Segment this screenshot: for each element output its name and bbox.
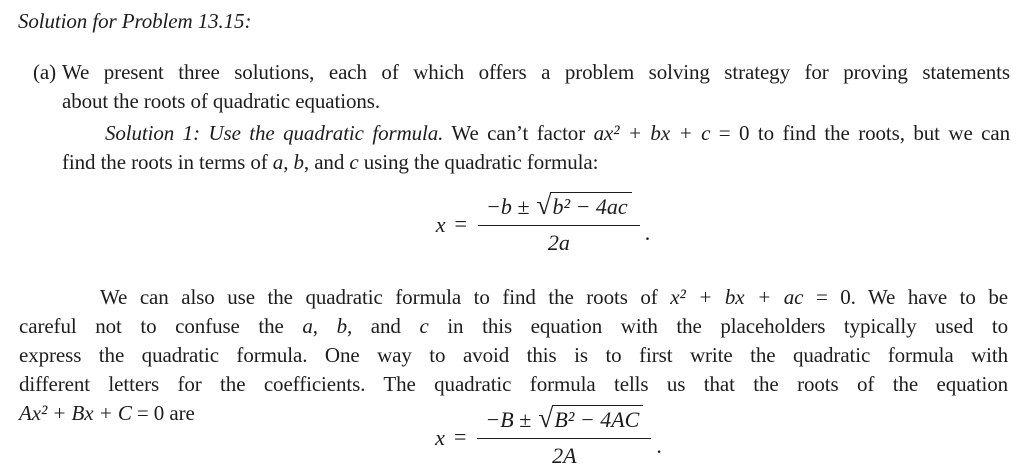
text-line: different letters for the coefficients. The quadratic formula tells us that the roots of the equation <box>19 371 1008 396</box>
text-segment: We can’t factor <box>443 121 594 145</box>
text-segment: = 0. We have to be <box>803 284 1009 309</box>
math-inline-quadratic: ax² + bx + c <box>593 121 711 145</box>
denominator-2a: 2a <box>547 230 570 256</box>
text-segment: find the roots in terms of <box>62 150 273 174</box>
text-line: We present three solutions, each of which offers a problem solving strategy for proving statements <box>62 60 1010 84</box>
text-segment: = 0 are <box>131 400 195 425</box>
math-var-b: b <box>336 313 347 338</box>
math-var-a: a <box>272 150 284 174</box>
numerator-prefix: −b ± <box>485 194 530 219</box>
denominator-2A: 2A <box>552 443 577 469</box>
part-a-block <box>0 58 1028 257</box>
equation-period: . <box>656 432 662 458</box>
paragraph-intro <box>62 58 1010 116</box>
quadratic-formula-equation-1 <box>62 189 1010 257</box>
text-segment: = 0 to find the roots, but we can <box>710 121 1010 145</box>
math-var-a: a <box>302 313 313 338</box>
equation-period: . <box>644 220 651 246</box>
text-line: express the quadratic formula. One way to avoid this is to first write the quadratic formula with <box>19 342 1008 367</box>
part-a-body <box>62 58 1010 257</box>
radicand-discriminant: b² − 4ac <box>550 192 631 220</box>
math-var-c: c <box>419 313 429 338</box>
fraction <box>477 401 651 470</box>
part-a-label: (a) <box>33 60 57 84</box>
square-root <box>536 189 631 220</box>
solution-heading: Solution for Problem 13.15: <box>18 9 252 33</box>
numerator-prefix: −B ± <box>485 406 532 432</box>
text-line <box>19 283 1008 312</box>
denominator <box>478 225 640 256</box>
math-inline-AxBxC: Ax² + Bx + C <box>19 400 132 425</box>
radical-sign-icon: √ <box>538 401 554 433</box>
radicand-discriminant: B² − 4AC <box>552 405 643 433</box>
text-line <box>19 312 1008 341</box>
equals-sign: = <box>454 211 467 237</box>
equation-lhs-x: x <box>435 212 446 238</box>
math-inline-x2bxac: x² + bx + ac <box>670 284 804 309</box>
text-line <box>62 119 1010 148</box>
numerator <box>477 401 651 438</box>
text-segment: , <box>312 313 337 338</box>
text-segment: using the quadratic formula: <box>358 150 599 174</box>
text-line: about the roots of quadratic equations. <box>62 89 381 113</box>
text-line <box>62 148 1010 177</box>
text-segment: in this equation with the placeholders typically used to <box>428 313 1008 338</box>
text-segment: We can also use the quadratic formula to find the roots of <box>100 284 671 309</box>
math-var-b: b <box>293 150 304 174</box>
numerator <box>478 189 640 225</box>
math-var-c: c <box>349 150 359 174</box>
paragraph-solution1 <box>62 119 1010 177</box>
square-root <box>538 401 643 433</box>
radical-sign-icon: √ <box>536 189 552 220</box>
text-segment: , and <box>303 150 350 174</box>
text-segment: careful not to confuse the <box>19 313 303 338</box>
text-segment: , <box>283 150 294 174</box>
solution1-lead: Solution 1: Use the quadratic formula. <box>105 121 444 145</box>
denominator <box>477 438 651 469</box>
fraction <box>478 189 640 257</box>
equation-lhs-x: x <box>435 424 445 450</box>
quadratic-formula-equation-2 <box>0 401 1028 470</box>
text-segment: , and <box>347 313 420 338</box>
equals-sign: = <box>453 423 467 449</box>
